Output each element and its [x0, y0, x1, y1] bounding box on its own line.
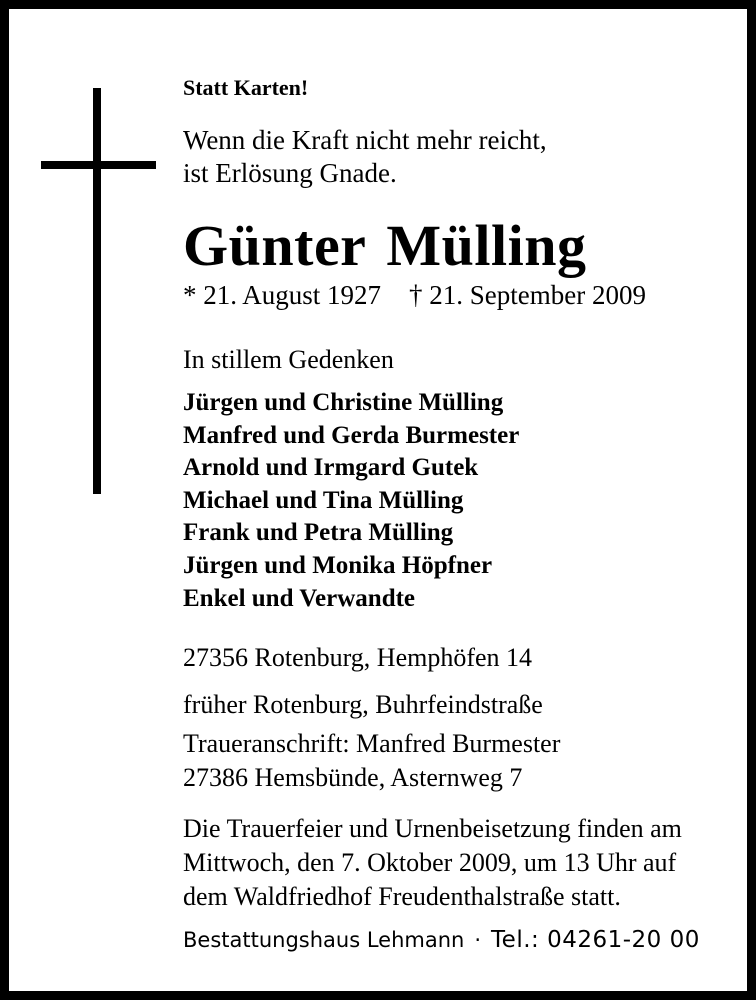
family-address: 27356 Rotenburg, Hemphöfen 14: [183, 643, 533, 672]
former-address: früher Rotenburg, Buhrfeindstraße: [183, 690, 543, 719]
death-date: 21. September 2009: [429, 280, 646, 310]
mourner-name: Frank und Petra Mülling: [183, 519, 454, 547]
birth-date: 21. August 1927: [203, 280, 382, 310]
funeral-home-phone: Tel.: 04261-20 00: [491, 927, 700, 953]
funeral-details: [183, 812, 682, 914]
cross-icon: [93, 88, 101, 494]
funeral-home-footer: [183, 929, 700, 952]
death-symbol: †: [409, 280, 423, 310]
footer-separator: ·: [474, 928, 482, 952]
motto-line-1: Wenn die Kraft nicht mehr reicht,: [183, 125, 547, 155]
mourner-name: Enkel und Verwandte: [183, 584, 416, 612]
life-dates: [183, 282, 646, 309]
funeral-line-3: dem Waldfriedhof Freudenthalstraße statt.: [183, 882, 621, 911]
funeral-line-1: Die Trauerfeier und Urnenbeisetzung finden am: [183, 814, 682, 843]
mourning-address-line-1: Traueranschrift: Manfred Burmester: [183, 729, 561, 758]
notice-header: Statt Karten!: [183, 75, 309, 100]
birth-symbol: *: [183, 280, 197, 310]
cross-icon-crossbar: [41, 161, 156, 169]
mourner-name: Michael und Tina Mülling: [183, 486, 464, 514]
funeral-home-name: Bestattungshaus Lehmann: [183, 928, 465, 952]
deceased-name: Günter Mülling: [183, 213, 587, 278]
mourner-name: Jürgen und Monika Höpfner: [183, 551, 493, 579]
mourner-name: Arnold und Irmgard Gutek: [183, 454, 479, 482]
mourning-address-line-2: 27386 Hemsbünde, Asternweg 7: [183, 763, 523, 792]
memory-line: In stillem Gedenken: [183, 345, 394, 374]
motto-line-2: ist Erlösung Gnade.: [183, 158, 397, 188]
mourners-list: [183, 387, 519, 615]
mourner-name: Jürgen und Christine Mülling: [183, 389, 504, 416]
mourner-name: Manfred und Gerda Burmester: [183, 421, 520, 449]
funeral-line-2: Mittwoch, den 7. Oktober 2009, um 13 Uhr auf: [183, 848, 677, 877]
